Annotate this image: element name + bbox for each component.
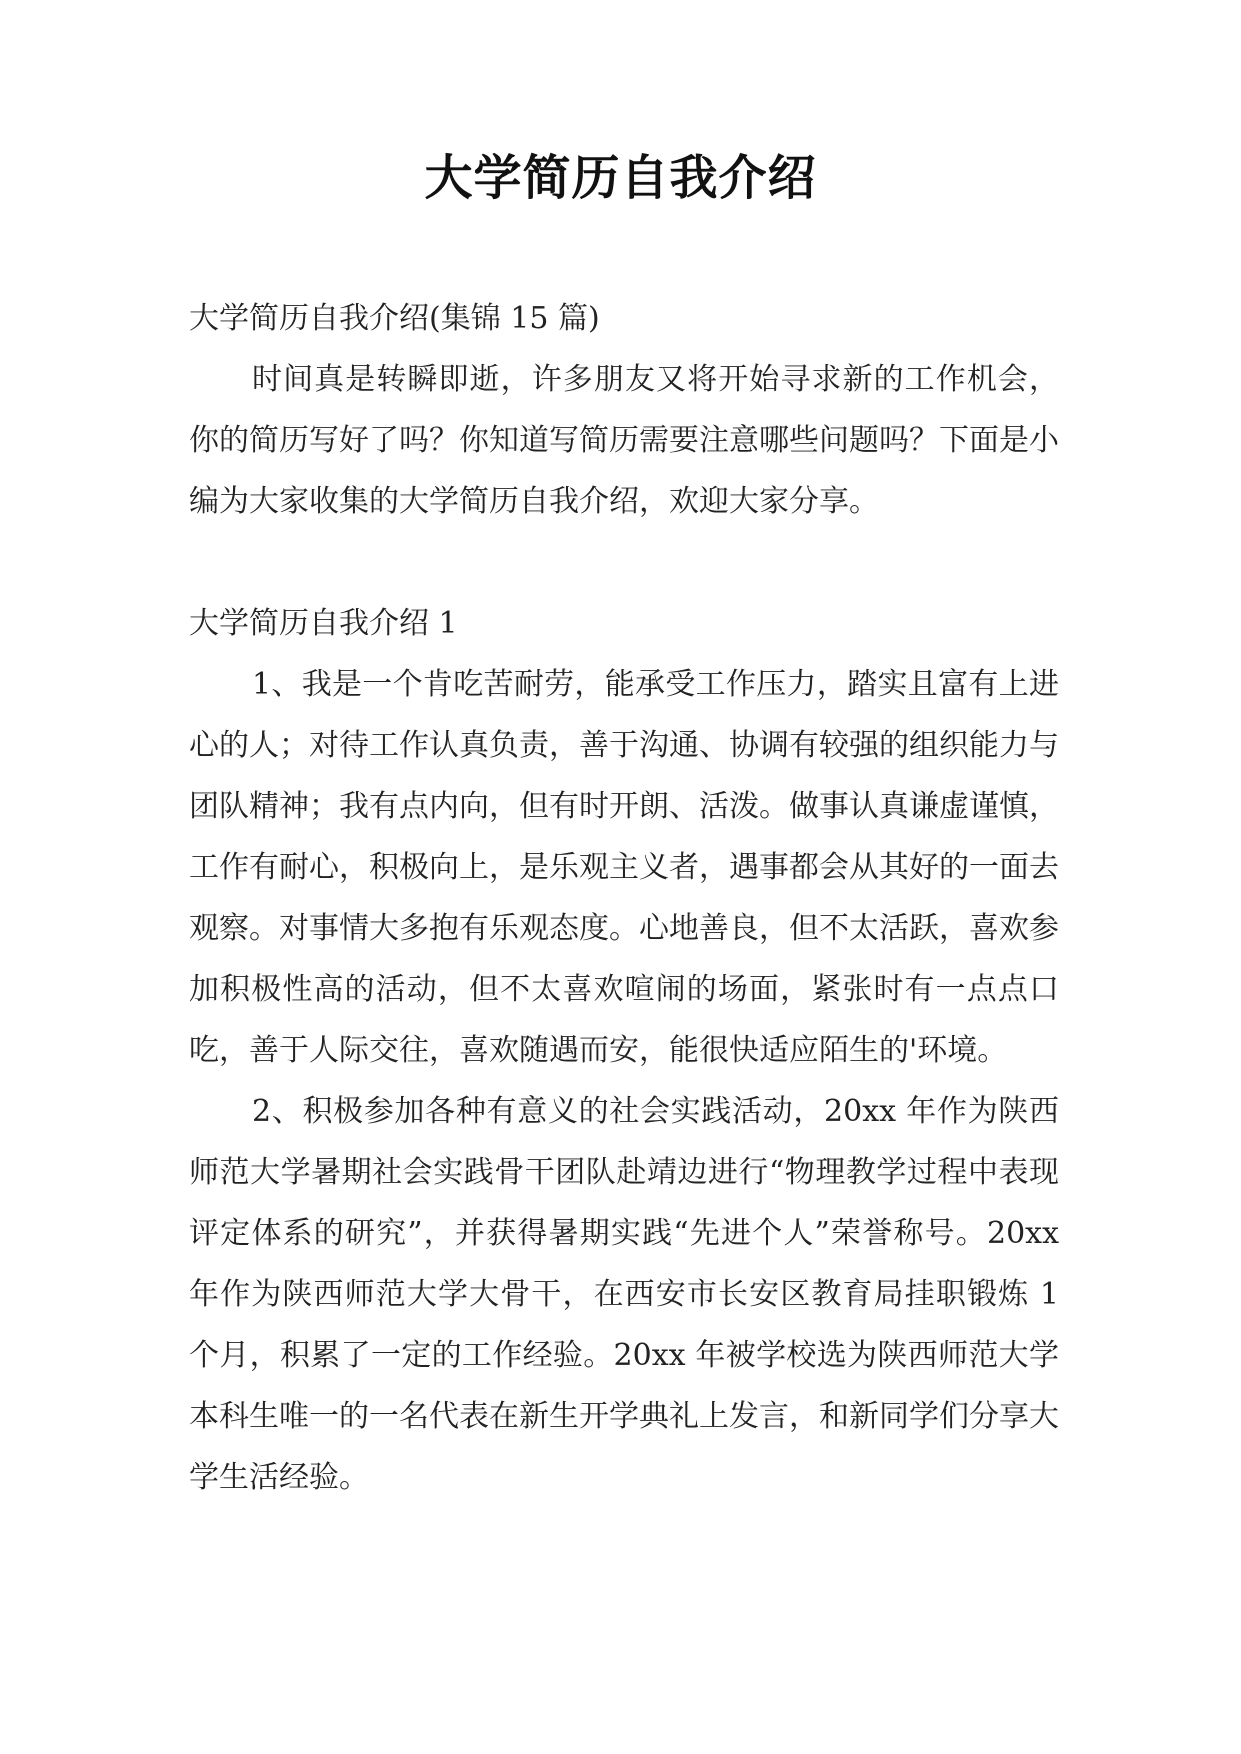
section-1-paragraph-2: 2、积极参加各种有意义的社会实践活动，20xx 年作为陕西师范大学暑期社会实践骨干团队赴靖边进行“物理教学过程中表现评定体系的研究”，并获得暑期实践“先进个人”荣誉称号。20xx 年作为陕西师范大学大骨干，在西安市长安区教育局挂职锻炼 1 个月，积累了一定的工作经验。20xx 年被学校选为陕西师范大学本科生唯一的一名代表在新生开学典礼上发言，和新同学们分享大学生活经验。 [189, 1094, 1059, 1495]
document-body [189, 288, 1059, 1508]
paragraph-spacer [189, 532, 1059, 593]
section-heading-1: 大学简历自我介绍 1 [189, 606, 458, 641]
intro-paragraph: 时间真是转瞬即逝，许多朋友又将开始寻求新的工作机会，你的简历写好了吗？你知道写简历需要注意哪些问题吗？下面是小编为大家收集的大学简历自我介绍，欢迎大家分享。 [189, 362, 1059, 519]
document-title: 大学简历自我介绍 [424, 150, 817, 206]
section-1-paragraph-1: 1、我是一个肯吃苦耐劳，能承受工作压力，踏实且富有上进心的人；对待工作认真负责，善于沟通、协调有较强的组织能力与团队精神；我有点内向，但有时开朗、活泼。做事认真谦虚谨慎，工作有耐心，积极向上，是乐观主义者，遇事都会从其好的一面去观察。对事情大多抱有乐观态度。心地善良，但不太活跃，喜欢参加积极性高的活动，但不太喜欢喧闹的场面，紧张时有一点点口吃，善于人际交往，喜欢随遇而安，能很快适应陌生的'环境。 [189, 667, 1059, 1068]
document-subtitle: 大学简历自我介绍(集锦 15 篇) [189, 301, 600, 336]
